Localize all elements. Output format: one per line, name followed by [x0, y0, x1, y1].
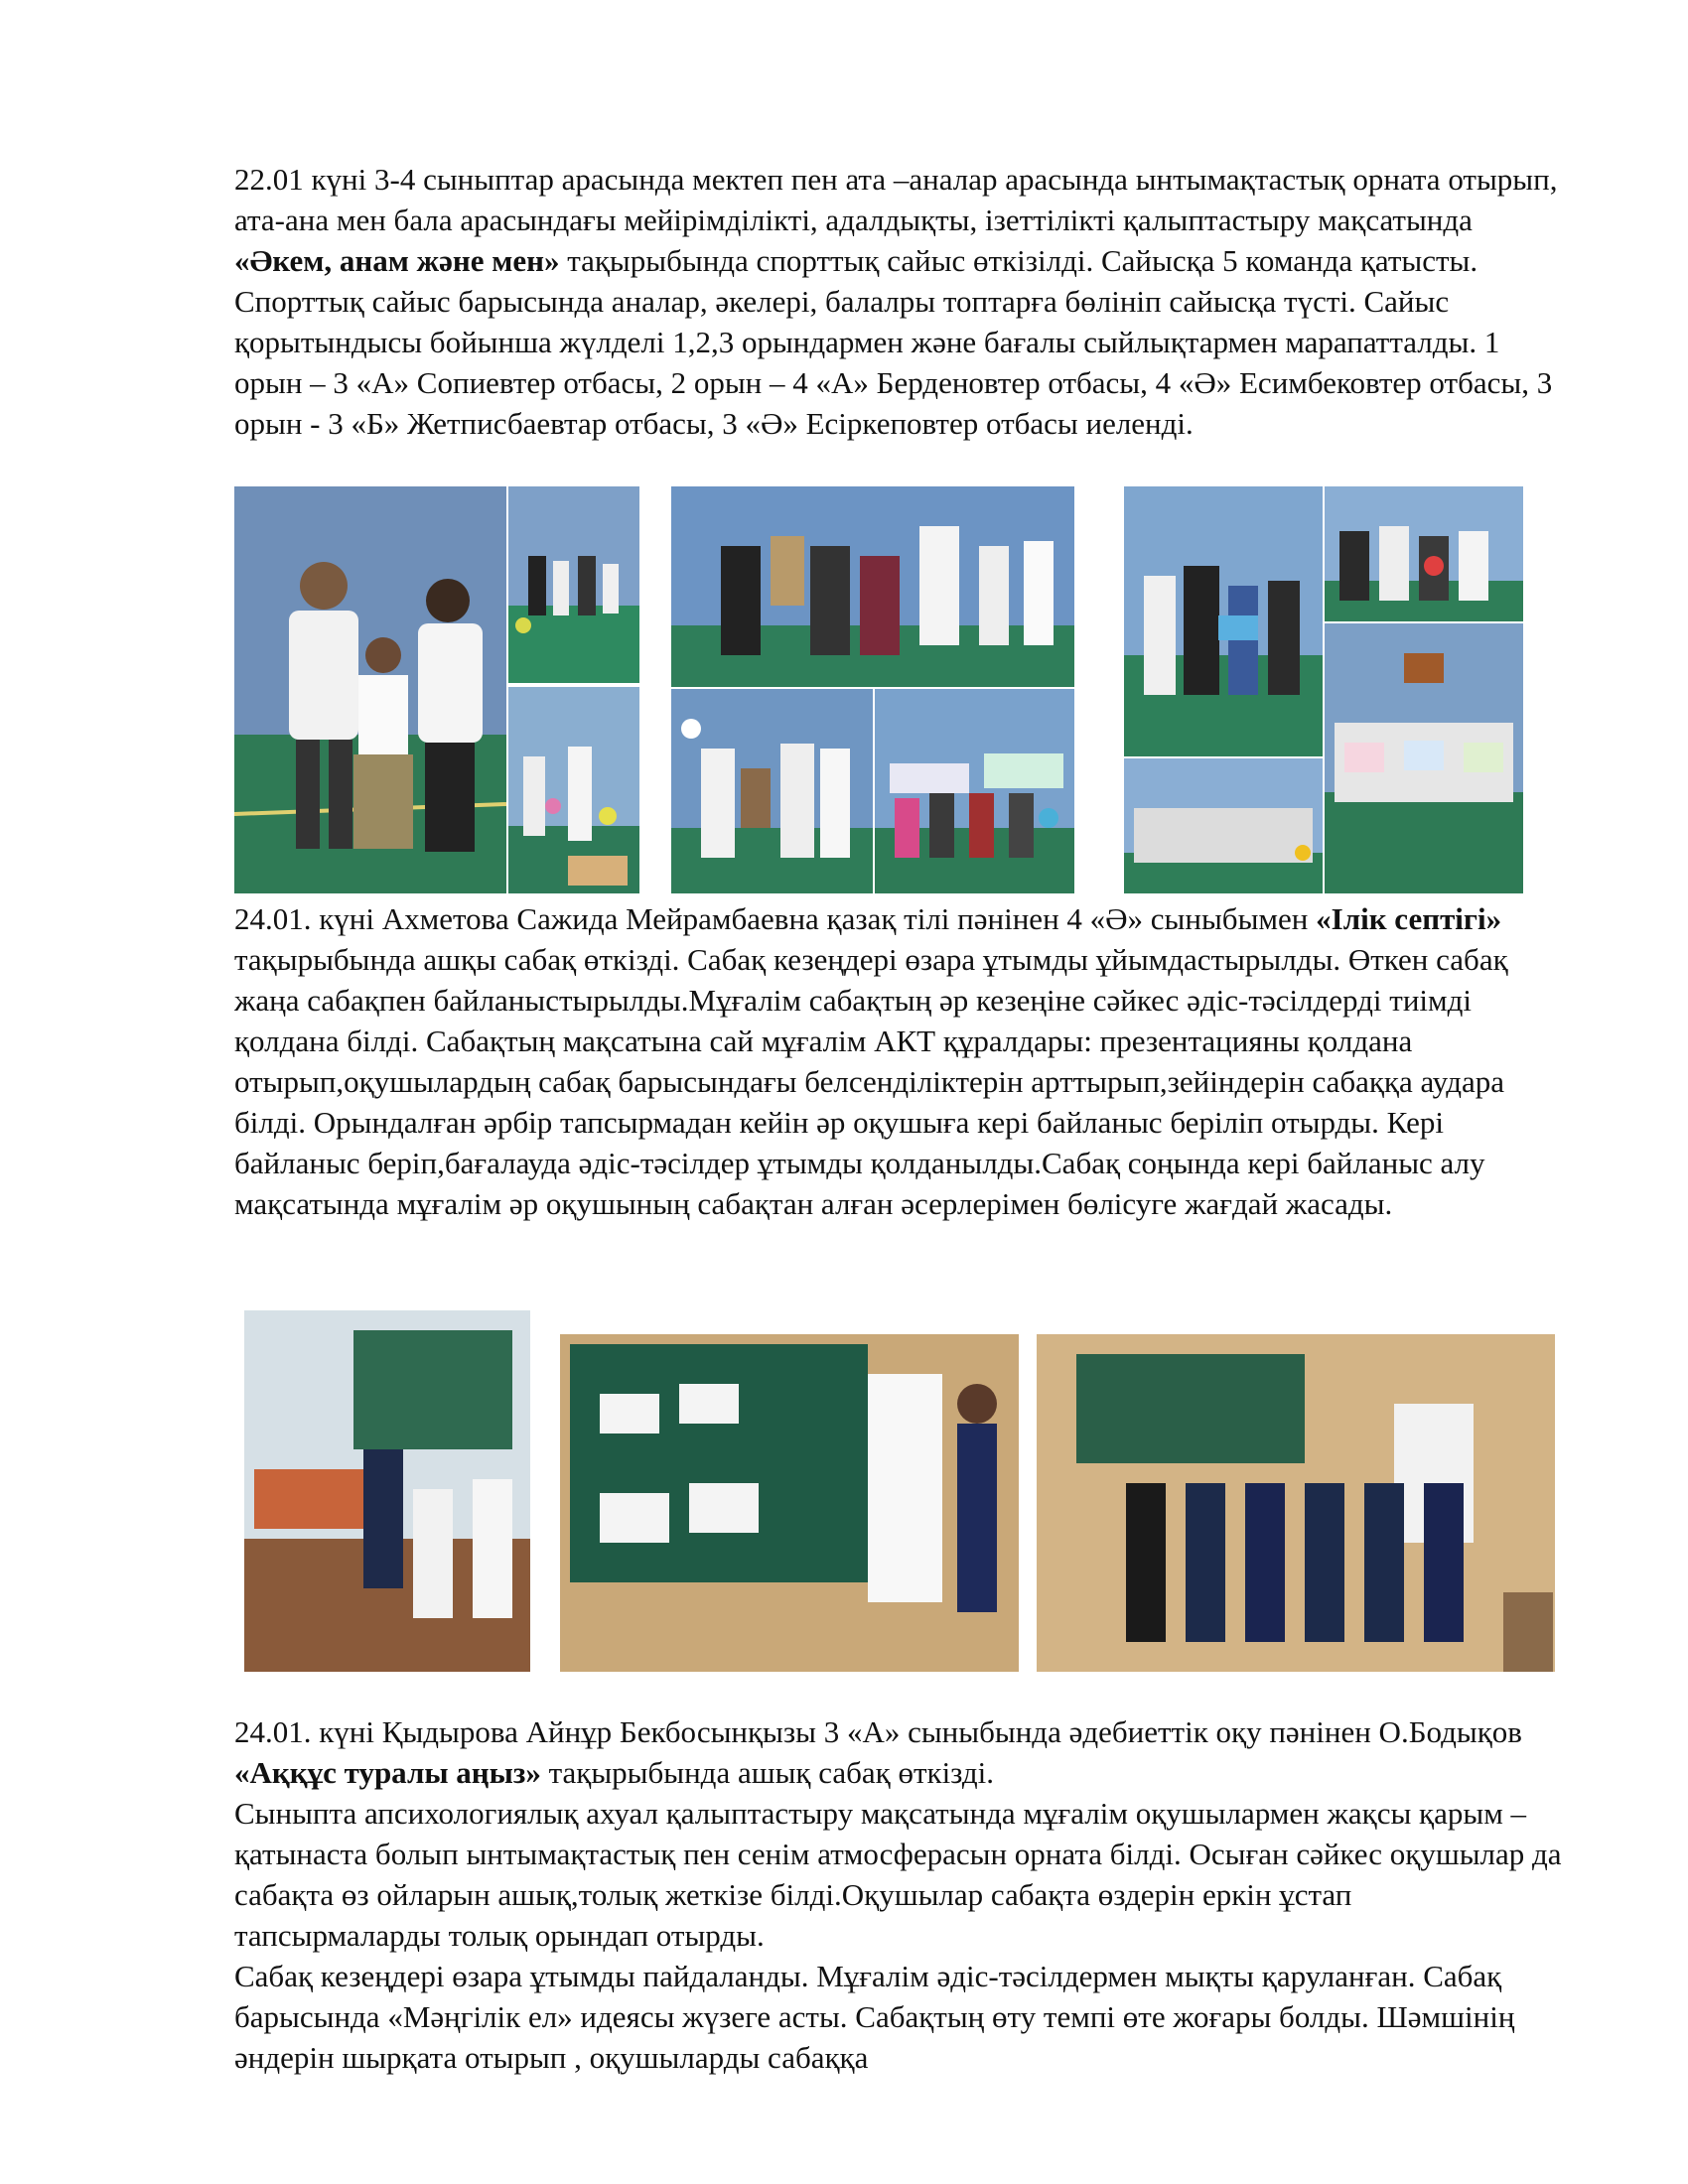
photo-group-small-1	[508, 486, 639, 683]
paragraph-literature-lesson	[234, 1711, 1565, 2078]
photo-award-ceremony	[671, 486, 1074, 687]
photo-team-kids	[1124, 486, 1323, 756]
bold-title: «Әкем, анам және мен»	[234, 243, 560, 278]
bold-title: «Аққұс туралы аңыз»	[234, 1755, 541, 1790]
photo-large-group	[1325, 623, 1523, 893]
photo-group-small-2	[508, 687, 639, 893]
photo-banner-kids	[875, 689, 1074, 893]
paragraph-atmosphere: Сыныпта апсихологиялық ахуал қалыптастыру мақсатында мұғалім оқушылармен жақсы қарым –қатынаста болып ынтымақтастық пен сенім атмосферасын орната білді. Осыған сәйкес оқушылар да сабақта өз ойларын ашық,толық жеткізе білді.Оқушылар сабақта өздерін еркін ұстап тапсырмаларды толық орындап отырды.	[234, 1796, 1562, 1953]
photo-classroom-students	[244, 1310, 530, 1672]
text: 24.01. күні Қыдырова Айнұр Бекбосынқызы 3 «А» сыныбында әдебиеттік оқу пәнінен О.Бодықов	[234, 1714, 1522, 1749]
paragraph-kazakh-lesson	[234, 898, 1565, 1224]
paragraph-sports-event	[234, 159, 1565, 444]
paragraph-stages: Сабақ кезеңдері өзара ұтымды пайдаланды. Мұғалім әдіс-тәсілдермен мықты қаруланған. Сабақ барысында «Мәңгілік ел» идеясы жүзеге асты. Сабақтың өту темпі өте жоғары болды. Шәмшінің әндерін шырқата отырып , оқушыларды сабаққа	[234, 1959, 1515, 2075]
photo-students-reading	[1037, 1334, 1555, 1672]
photo-class-group	[1124, 758, 1323, 893]
text: тақырыбында ашық сабақ өткізді.	[540, 1755, 995, 1790]
text: 24.01. күні Ахметова Сажида Мейрамбаевна қазақ тілі пәнінен 4 «Ә» сыныбымен	[234, 901, 1317, 936]
photo-posters	[1325, 486, 1523, 621]
photo-family-gym	[234, 486, 506, 893]
text: тақырыбында ашқы сабақ өткізді. Сабақ кезеңдері өзара ұтымды ұйымдастырылды. Өткен сабақ жаңа сабақпен байланыстырылды.Мұғалім сабақтың әр кезеңіне сәйкес әдіс-тәсілдерді тиімді қолдана білді. Сабақтың мақсатына сай мұғалім АКТ құралдары: презентацияны қолдана отырып,оқушылардың сабақ барысындағы белсенділіктерін арттырып,зейіндерін сабаққа аудара білді. Орындалған әрбір тапсырмадан кейін әр оқушыға кері байланыс беріліп отырды. Кері байланыс беріп,бағалауда әдіс-тәсілдер ұтымды қолданылды.Сабақ соңында кері байланыс алу мақсатында мұғалім әр оқушының сабақтан алған әсерлерімен бөлісуге жағдай жасады.	[234, 942, 1508, 1221]
text: тақырыбында спорттық сайыс өткізілді. Сайысқа 5 команда қатысты. Спорттық сайыс барысында аналар, әкелері, балалры топтарға бөлініп сайысқа түсті. Сайыс қорытындысы бойынша жүлделі 1,2,3 орындармен және бағалы сыйлықтармен марапатталды. 1 орын – 3 «А» Сопиевтер отбасы, 2 орын – 4 «А» Берденовтер отбасы, 4 «Ә» Есимбековтер отбасы, 3 орын - 3 «Б» Жетписбаевтар отбасы, 3 «Ә» Есіркеповтер отбасы иеленді.	[234, 243, 1553, 441]
bold-title: «Ілік септігі»	[1316, 901, 1502, 936]
photo-teacher-presentation	[560, 1334, 1019, 1672]
photo-prize-group	[671, 689, 873, 893]
text: 22.01 күні 3-4 сыныптар арасында мектеп пен ата –аналар арасында ынтымақтастық орната отырып, ата-ана мен бала арасындағы мейірімділікті, адалдықты, ізеттілікті қалыптастыру мақсатында	[234, 162, 1558, 237]
